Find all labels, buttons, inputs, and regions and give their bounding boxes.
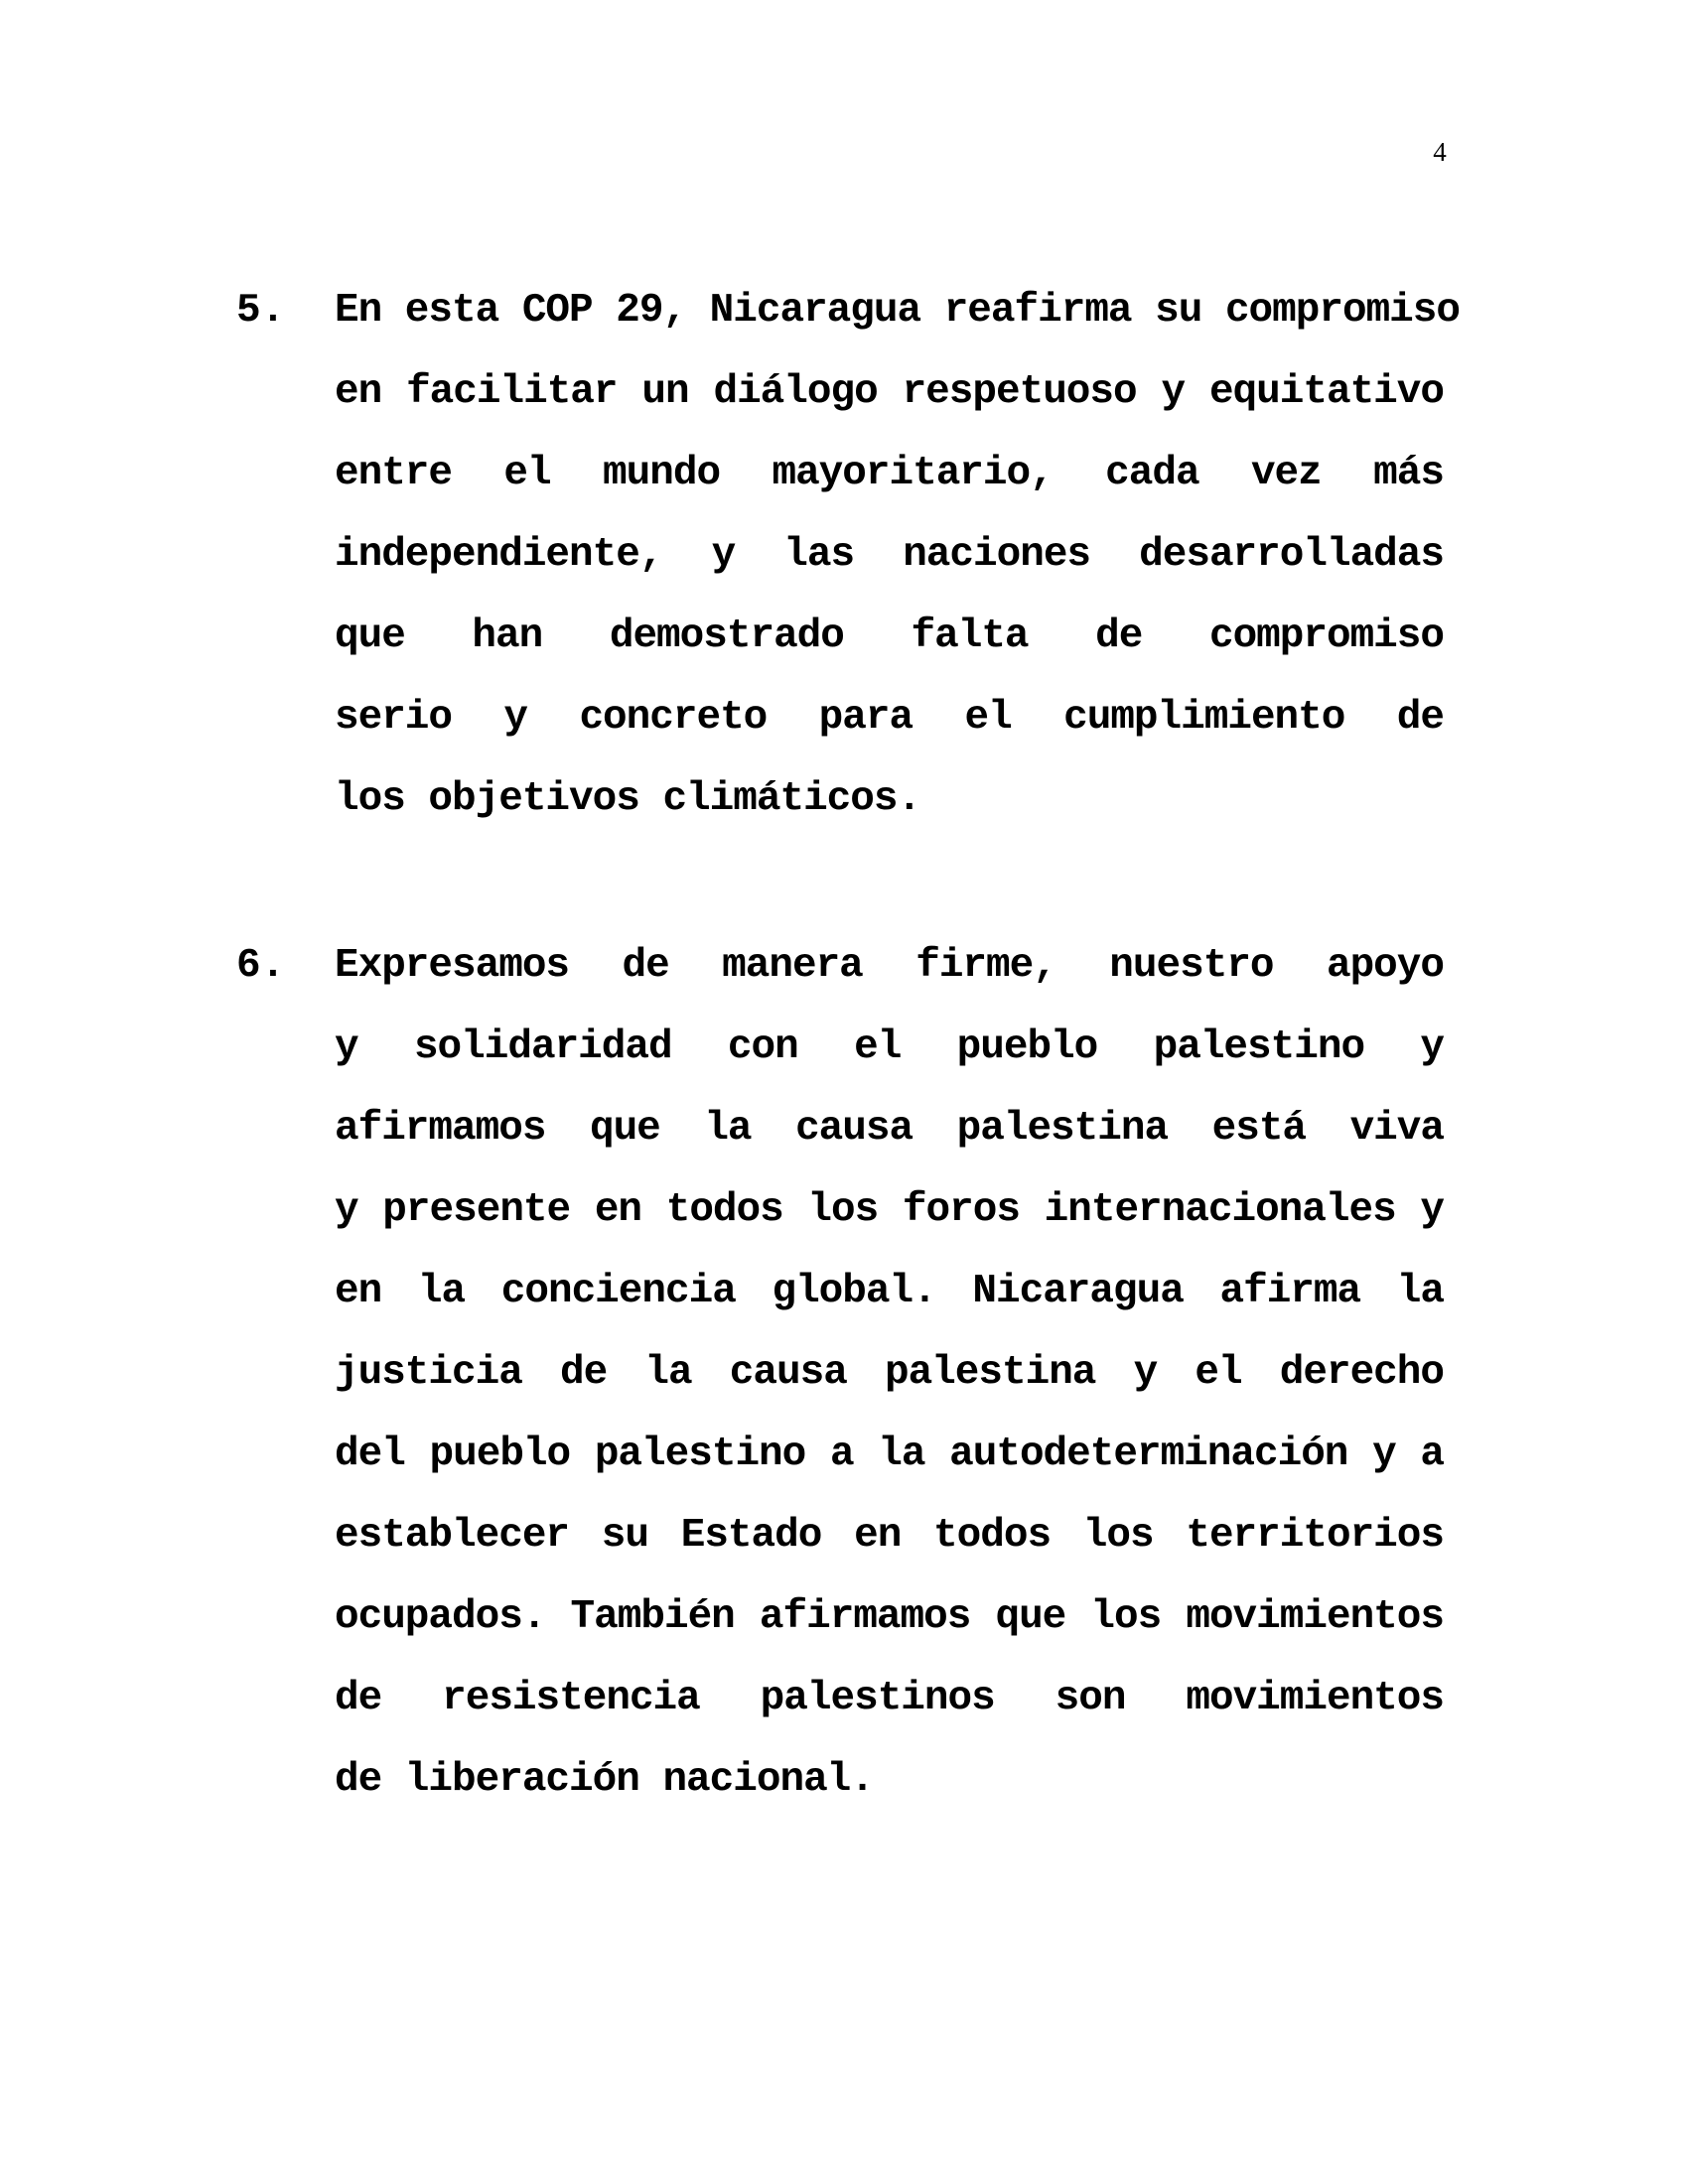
text-line: del pueblo palestino a la autodeterminación y a	[335, 1432, 1444, 1477]
text-line: serio y concreto para el cumplimiento de	[335, 695, 1444, 741]
paragraph-number: 6.	[236, 943, 286, 989]
text-line: Expresamos de manera firme, nuestro apoyo	[335, 943, 1444, 989]
text-line: independiente, y las naciones desarrolladas	[335, 532, 1444, 578]
text-line: y presente en todos los foros internacionales y	[335, 1187, 1444, 1233]
paragraph-text	[335, 925, 1444, 1821]
text-line: de resistencia palestinos son movimientos	[335, 1676, 1444, 1721]
text-line: en facilitar un diálogo respetuoso y equitativo	[335, 369, 1444, 415]
text-line: que han demostrado falta de compromiso	[335, 614, 1444, 659]
text-line: establecer su Estado en todos los territorios	[335, 1513, 1444, 1559]
text-line: y solidaridad con el pueblo palestino y	[335, 1024, 1444, 1070]
text-line: En esta COP 29, Nicaragua reafirma su compromiso	[335, 288, 1460, 334]
text-line: de liberación nacional.	[335, 1757, 874, 1803]
text-line: afirmamos que la causa palestina está viva	[335, 1106, 1444, 1152]
paragraph-text	[335, 270, 1460, 840]
text-line: ocupados. También afirmamos que los movimientos	[335, 1594, 1444, 1640]
text-line: en la conciencia global. Nicaragua afirma la	[335, 1269, 1444, 1314]
text-line: los objetivos climáticos.	[335, 776, 921, 822]
text-line: justicia de la causa palestina y el derecho	[335, 1350, 1444, 1396]
paragraph-number: 5.	[236, 288, 286, 334]
page-number: 4	[1433, 137, 1447, 167]
text-line: entre el mundo mayoritario, cada vez más	[335, 451, 1444, 496]
